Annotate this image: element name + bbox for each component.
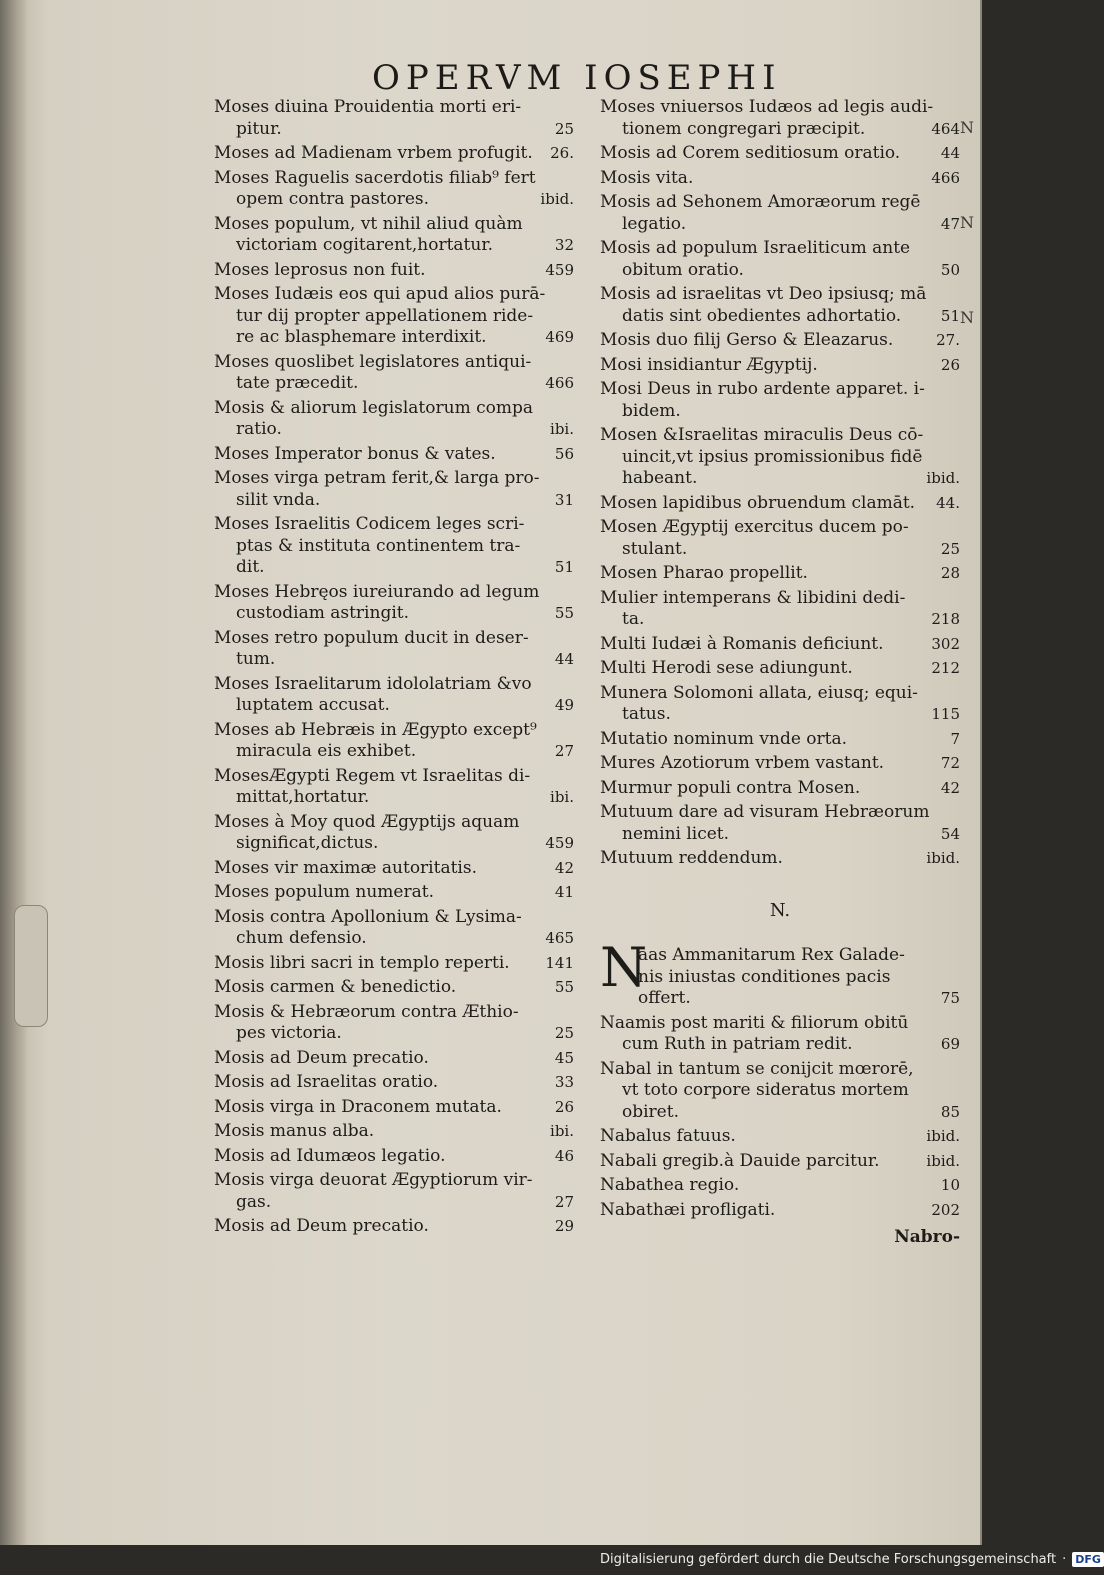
page-reference: 115 bbox=[931, 705, 960, 723]
page-reference: 75 bbox=[940, 989, 960, 1007]
page-reference: 31 bbox=[554, 490, 574, 509]
entry-line: 45 Mosis ad Deum precatio. bbox=[214, 1047, 574, 1068]
index-entry bbox=[600, 753, 960, 775]
page-reference: 27 bbox=[554, 1192, 574, 1211]
entry-line: 202 Nabathæi profligati. bbox=[600, 1199, 960, 1220]
index-entry bbox=[214, 284, 574, 349]
facing-page-edge: N N N bbox=[960, 118, 974, 327]
page-reference: 26 bbox=[940, 355, 960, 374]
entry-line: Moses retro populum ducit in deser- bbox=[214, 627, 529, 648]
index-entry bbox=[214, 214, 574, 257]
entry-line: 42 Murmur populi contra Mosen. bbox=[600, 777, 960, 798]
index-entry bbox=[214, 720, 574, 763]
index-entry bbox=[600, 848, 960, 870]
index-entry bbox=[600, 355, 960, 377]
entry-line: Moses à Moy quod Ægyptijs aquam bbox=[214, 811, 520, 832]
page-reference: 465 bbox=[545, 929, 574, 947]
page-reference: ibi. bbox=[550, 1122, 574, 1140]
index-entry bbox=[600, 168, 960, 190]
index-entry bbox=[214, 1097, 574, 1119]
entry-line: 55 Mosis carmen & benedictio. bbox=[214, 977, 574, 997]
index-entry bbox=[214, 1170, 574, 1213]
entry-line: 7 Mutatio nominum vnde orta. bbox=[600, 728, 960, 749]
entry-line: Mosis contra Apollonium & Lysima- bbox=[214, 906, 522, 927]
entry-line: 26 Mosis virga in Draconem mutata. bbox=[214, 1096, 574, 1117]
footer-text: Digitalisierung gefördert durch die Deutsche Forschungsgemeinschaft bbox=[600, 1551, 1057, 1567]
page-reference: 212 bbox=[931, 659, 960, 677]
entry-line: Moses quoslibet legislatores antiqui- bbox=[214, 351, 532, 372]
entry-line: 464 tionem congregari præcipit. bbox=[622, 118, 960, 139]
index-entry bbox=[214, 468, 574, 511]
index-entry bbox=[214, 1048, 574, 1070]
page-reference: 42 bbox=[554, 858, 574, 877]
entry-line: 26 Mosi insidiantur Ægyptij. bbox=[600, 354, 960, 375]
index-entry bbox=[214, 953, 574, 975]
page-reference: 26 bbox=[554, 1097, 574, 1116]
entry-line: Moses populum, vt nihil aliud quàm bbox=[214, 213, 523, 234]
index-entry bbox=[600, 634, 960, 656]
index-entry-initial bbox=[600, 936, 960, 1010]
page-reference: 141 bbox=[545, 953, 574, 972]
page-reference: 26. bbox=[550, 144, 574, 162]
page-reference: 55 bbox=[554, 978, 574, 996]
page-reference: 33 bbox=[554, 1073, 574, 1091]
entry-line: 47 legatio. bbox=[622, 213, 960, 234]
index-column-left bbox=[214, 97, 574, 1241]
entry-line: ptas & instituta continentem tra- bbox=[236, 535, 521, 556]
page-reference: 459 bbox=[545, 260, 574, 279]
entry-line: 69 cum Ruth in patriam redit. bbox=[622, 1034, 960, 1054]
index-entry bbox=[214, 97, 574, 140]
entry-line: Munera Solomoni allata, eiusq; equi- bbox=[600, 682, 918, 703]
index-entry bbox=[214, 444, 574, 466]
entry-line: uincit,vt ipsius promissionibus fidē bbox=[622, 446, 923, 467]
page-reference: 44 bbox=[554, 650, 574, 668]
page-reference: 44. bbox=[936, 493, 960, 512]
entry-line: 459 Moses leprosus non fuit. bbox=[214, 259, 574, 280]
entry-line: 56 Moses Imperator bonus & vates. bbox=[214, 443, 574, 464]
index-entry bbox=[600, 1059, 960, 1124]
entry-line: 54 nemini licet. bbox=[622, 823, 960, 844]
entry-line: 50 obitum oratio. bbox=[622, 259, 960, 280]
entry-line: ibi. ratio. bbox=[236, 419, 574, 439]
index-entry bbox=[214, 812, 574, 855]
index-entry bbox=[214, 398, 574, 441]
page-reference: 49 bbox=[554, 696, 574, 714]
page-reference: 218 bbox=[931, 610, 960, 628]
entry-line: 31 silit vnda. bbox=[236, 489, 574, 510]
index-entry bbox=[214, 766, 574, 809]
page-reference: ibi. bbox=[550, 788, 574, 806]
index-entry bbox=[600, 563, 960, 585]
page-reference: ibid. bbox=[926, 849, 960, 867]
entry-line: Moses Israelitis Codicem leges scri- bbox=[214, 514, 525, 534]
entry-line: Moses Raguelis sacerdotis filiab⁹ fert bbox=[214, 167, 536, 188]
entry-line: 10 Nabathea regio. bbox=[600, 1175, 960, 1195]
index-entry bbox=[600, 284, 960, 327]
entry-line: 44 Mosis ad Corem seditiosum oratio. bbox=[600, 143, 960, 163]
index-column-right-entries bbox=[600, 97, 960, 870]
page-reference: 302 bbox=[931, 634, 960, 653]
page-reference: 41 bbox=[554, 883, 574, 901]
entry-line: Mosis & aliorum legislatorum compa bbox=[214, 397, 533, 418]
entry-line: Mutuum dare ad visuram Hebræorum bbox=[600, 802, 930, 822]
entry-line: 51 dit. bbox=[236, 557, 574, 577]
entry-line: vt toto corpore sideratus mortem bbox=[622, 1080, 909, 1100]
entry-line: Moses diuina Prouidentia morti eri- bbox=[214, 97, 522, 117]
entry-line: Moses virga petram ferit,& larga pro- bbox=[214, 468, 540, 488]
index-entry bbox=[600, 1200, 960, 1222]
page-reference: 10 bbox=[940, 1176, 960, 1194]
page-clip bbox=[14, 905, 48, 1027]
entry-line: 141 Mosis libri sacri in templo reperti. bbox=[214, 952, 574, 973]
entry-line: Mulier intemperans & libidini dedi- bbox=[600, 587, 906, 608]
index-entry bbox=[600, 1126, 960, 1148]
page-reference: 51 bbox=[940, 306, 960, 325]
entry-line: 25 stulant. bbox=[622, 538, 960, 559]
index-entry bbox=[600, 330, 960, 352]
index-entry bbox=[600, 493, 960, 515]
index-entry bbox=[214, 260, 574, 282]
index-entry bbox=[214, 582, 574, 625]
page-reference: 47 bbox=[940, 214, 960, 233]
entry-line: ibi. Mosis manus alba. bbox=[214, 1121, 574, 1141]
entry-line: aas Ammanitarum Rex Galade- bbox=[638, 945, 905, 965]
entry-line: 25 pitur. bbox=[236, 118, 574, 139]
index-entry bbox=[214, 1121, 574, 1143]
entry-line: 115 tatus. bbox=[622, 704, 960, 724]
page-reference: 27 bbox=[554, 742, 574, 760]
index-entry bbox=[600, 1013, 960, 1056]
entry-line: 44 tum. bbox=[236, 649, 574, 669]
page-reference: 55 bbox=[554, 604, 574, 622]
index-entry bbox=[214, 882, 574, 904]
page-reference: ibid. bbox=[540, 190, 574, 208]
entry-line: nis iniustas conditiones pacis bbox=[638, 966, 891, 987]
page-reference: 46 bbox=[554, 1146, 574, 1165]
page-reference: 56 bbox=[554, 444, 574, 463]
letter-heading: N. bbox=[769, 899, 791, 921]
index-section-n bbox=[600, 1013, 960, 1222]
index-entry bbox=[600, 238, 960, 281]
entry-line: 27 gas. bbox=[236, 1191, 574, 1212]
index-entry bbox=[600, 658, 960, 680]
index-entry bbox=[214, 907, 574, 950]
entry-line: ibid. Nabali gregib.à Dauide parcitur. bbox=[600, 1150, 960, 1171]
entry-line: 75 offert. bbox=[638, 988, 960, 1008]
entry-line: Nabal in tantum se conijcit mœrorē, bbox=[600, 1058, 914, 1079]
index-entry bbox=[600, 1151, 960, 1173]
page-reference: ibid. bbox=[926, 469, 960, 487]
page-reference: 464 bbox=[931, 119, 960, 138]
entry-line: ibid. opem contra pastores. bbox=[236, 189, 574, 209]
digitization-footer: Digitalisierung gefördert durch die Deutsche Forschungsgemeinschaft · DFG bbox=[600, 1548, 994, 1570]
index-entry bbox=[600, 192, 960, 235]
index-entry bbox=[600, 729, 960, 751]
page-reference: 25 bbox=[554, 119, 574, 138]
page-reference: 202 bbox=[931, 1200, 960, 1219]
entry-line: tur dij propter appellationem ride- bbox=[236, 305, 534, 326]
index-column-right bbox=[600, 97, 960, 1249]
page-reference: 27. bbox=[936, 331, 960, 349]
page-reference: 69 bbox=[940, 1035, 960, 1053]
page-reference: ibi. bbox=[550, 420, 574, 438]
entry-line: 469 re ac blasphemare interdixit. bbox=[236, 327, 574, 347]
page-reference: 25 bbox=[940, 539, 960, 558]
entry-line: Mosen Ægyptij exercitus ducem po- bbox=[600, 517, 909, 537]
entry-line: 85 obiret. bbox=[622, 1101, 960, 1122]
index-entry bbox=[214, 1216, 574, 1238]
entry-line: 212 Multi Herodi sese adiungunt. bbox=[600, 658, 960, 678]
entry-line: 302 Multi Iudæi à Romanis deficiunt. bbox=[600, 633, 960, 654]
entry-line: Mosis virga deuorat Ægyptiorum vir- bbox=[214, 1170, 533, 1190]
dfg-logo-icon: DFG bbox=[1072, 1552, 1104, 1567]
index-entry bbox=[600, 97, 960, 140]
entry-line: Mosis ad israelitas vt Deo ipsiusq; mā bbox=[600, 284, 927, 304]
page-reference: 72 bbox=[940, 754, 960, 772]
entry-line: Moses Iudæis eos qui apud alios purā- bbox=[214, 284, 546, 304]
entry-line: 218 ta. bbox=[622, 609, 960, 629]
index-entry bbox=[214, 977, 574, 999]
entry-line: 49 luptatem accusat. bbox=[236, 695, 574, 715]
index-entry bbox=[214, 674, 574, 717]
running-head: OPERVM IOSEPHI bbox=[372, 58, 782, 98]
index-entry bbox=[214, 628, 574, 671]
page-reference: ibid. bbox=[926, 1151, 960, 1170]
entry-line: 27 miracula eis exhibet. bbox=[236, 741, 574, 761]
page-reference: 7 bbox=[950, 729, 960, 748]
catchword: Nabro- bbox=[894, 1227, 960, 1247]
page-reference: 459 bbox=[545, 834, 574, 852]
entry-line: 27. Mosis duo filij Gerso & Eleazarus. bbox=[600, 330, 960, 350]
index-entry bbox=[214, 1072, 574, 1094]
page-reference: ibid. bbox=[926, 1127, 960, 1145]
entry-line: 466 tate præcedit. bbox=[236, 373, 574, 393]
entry-line: 55 custodiam astringit. bbox=[236, 603, 574, 623]
entry-line: Mosis & Hebræorum contra Æthio- bbox=[214, 1001, 519, 1022]
index-entry bbox=[214, 352, 574, 395]
entry-line: ibid. habeant. bbox=[622, 468, 960, 488]
entry-line: ibid. Mutuum reddendum. bbox=[600, 848, 960, 868]
entry-line: Mosi Deus in rubo ardente apparet. i- bbox=[600, 379, 925, 399]
entry-line: bidem. bbox=[622, 400, 681, 421]
index-entry bbox=[600, 1175, 960, 1197]
entry-line: 33 Mosis ad Israelitas oratio. bbox=[214, 1072, 574, 1092]
entry-line: 41 Moses populum numerat. bbox=[214, 882, 574, 902]
entry-line: ibi. mittat,hortatur. bbox=[236, 787, 574, 807]
drop-capital: N bbox=[600, 936, 648, 999]
entry-line: 51 datis sint obedientes adhortatio. bbox=[622, 305, 960, 326]
index-entry bbox=[214, 1146, 574, 1168]
entry-line: Mosis ad Sehonem Amoræorum regē bbox=[600, 192, 921, 212]
page-reference: 29 bbox=[554, 1217, 574, 1235]
entry-line: Moses vniuersos Iudæos ad legis audi- bbox=[600, 97, 934, 117]
index-entry bbox=[600, 379, 960, 422]
entry-line: 465 chum defensio. bbox=[236, 928, 574, 948]
page-reference: 51 bbox=[554, 558, 574, 576]
entry-line: 26. Moses ad Madienam vrbem profugit. bbox=[214, 143, 574, 163]
entry-line: MosesÆgypti Regem vt Israelitas di- bbox=[214, 765, 531, 786]
index-entry bbox=[600, 588, 960, 631]
index-entry bbox=[600, 425, 960, 490]
index-entry bbox=[214, 514, 574, 579]
page-reference: 45 bbox=[554, 1048, 574, 1067]
entry-line: ibid. Nabalus fatuus. bbox=[600, 1126, 960, 1146]
index-entry bbox=[600, 683, 960, 726]
entry-line: Mosen &Israelitas miraculis Deus cō- bbox=[600, 425, 924, 445]
page-reference: 50 bbox=[940, 260, 960, 279]
index-entry bbox=[600, 778, 960, 800]
entry-line: Moses Israelitarum idololatriam &vo bbox=[214, 673, 532, 694]
entry-line: 42 Moses vir maximæ autoritatis. bbox=[214, 857, 574, 878]
index-entry bbox=[600, 802, 960, 845]
entry-line: 46 Mosis ad Idumæos legatio. bbox=[214, 1145, 574, 1166]
entry-line: Naamis post mariti & filiorum obitū bbox=[600, 1012, 909, 1033]
entry-line: 25 pes victoria. bbox=[236, 1023, 574, 1043]
entry-line: 466 Mosis vita. bbox=[600, 167, 960, 188]
page-reference: 42 bbox=[940, 778, 960, 797]
entry-line: Moses ab Hebræis in Ægypto except⁹ bbox=[214, 719, 537, 740]
entry-line: 32 victoriam cogitarent,hortatur. bbox=[236, 235, 574, 255]
entry-line: 459 significat,dictus. bbox=[236, 833, 574, 853]
index-entry bbox=[214, 858, 574, 880]
page-reference: 466 bbox=[931, 168, 960, 187]
entry-line: Mosis ad populum Israeliticum ante bbox=[600, 238, 911, 258]
index-entry bbox=[214, 1002, 574, 1045]
binding-gutter bbox=[0, 0, 28, 1545]
page-reference: 466 bbox=[545, 374, 574, 392]
entry-line: 29 Mosis ad Deum precatio. bbox=[214, 1216, 574, 1236]
page-reference: 54 bbox=[940, 824, 960, 843]
page-reference: 44 bbox=[940, 144, 960, 162]
entry-line: 44. Mosen lapidibus obruendum clamāt. bbox=[600, 492, 960, 513]
page-reference: 85 bbox=[940, 1102, 960, 1121]
page-reference: 28 bbox=[940, 564, 960, 582]
entry-line: 72 Mures Azotiorum vrbem vastant. bbox=[600, 753, 960, 773]
index-entry bbox=[214, 143, 574, 165]
index-entry bbox=[214, 168, 574, 211]
index-entry bbox=[600, 517, 960, 560]
page-reference: 25 bbox=[554, 1024, 574, 1042]
entry-line: 28 Mosen Pharao propellit. bbox=[600, 563, 960, 583]
index-entry bbox=[600, 143, 960, 165]
entry-line: Moses Hebręos iureiurando ad legum bbox=[214, 581, 540, 602]
page-reference: 469 bbox=[545, 328, 574, 346]
page-reference: 32 bbox=[554, 236, 574, 254]
